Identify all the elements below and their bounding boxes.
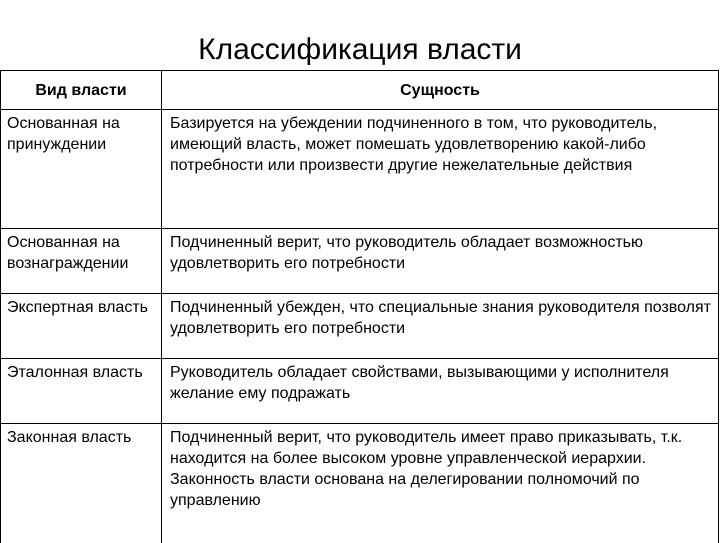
cell-essence: Подчиненный верит, что руководитель обладает возможностью удовлетворить его потребности [162,229,719,294]
header-essence: Сущность [162,71,719,110]
table-row [1,229,719,294]
cell-type: Экспертная власть [1,294,162,359]
cell-type: Эталонная власть [1,359,162,424]
cell-essence: Подчиненный убежден, что специальные знания руководителя позволят удовлетворить его потребности [162,294,719,359]
cell-essence: Подчиненный верит, что руководитель имеет право приказывать, т.к. находится на более высоком уровне управленческой иерархии. Законность власти основана на делегировании полномочий по управлению [162,424,719,543]
classification-table [0,70,719,543]
cell-essence: Базируется на убеждении подчиненного в том, что руководитель, имеющий власть, может помешать удовлетворению какой-либо потребности или произвести другие нежелательные действия [162,110,719,229]
cell-type: Основанная на принуждении [1,110,162,229]
page-title-text: Классификация власти [198,33,522,66]
page-title [0,30,720,70]
cell-type: Законная власть [1,424,162,543]
table-row [1,359,719,424]
table-row [1,110,719,229]
cell-type: Основанная на вознаграждении [1,229,162,294]
table-row [1,424,719,543]
table-header-row [1,71,719,110]
table-row [1,294,719,359]
header-type: Вид власти [1,71,162,110]
cell-essence: Руководитель обладает свойствами, вызывающими у исполнителя желание ему подражать [162,359,719,424]
